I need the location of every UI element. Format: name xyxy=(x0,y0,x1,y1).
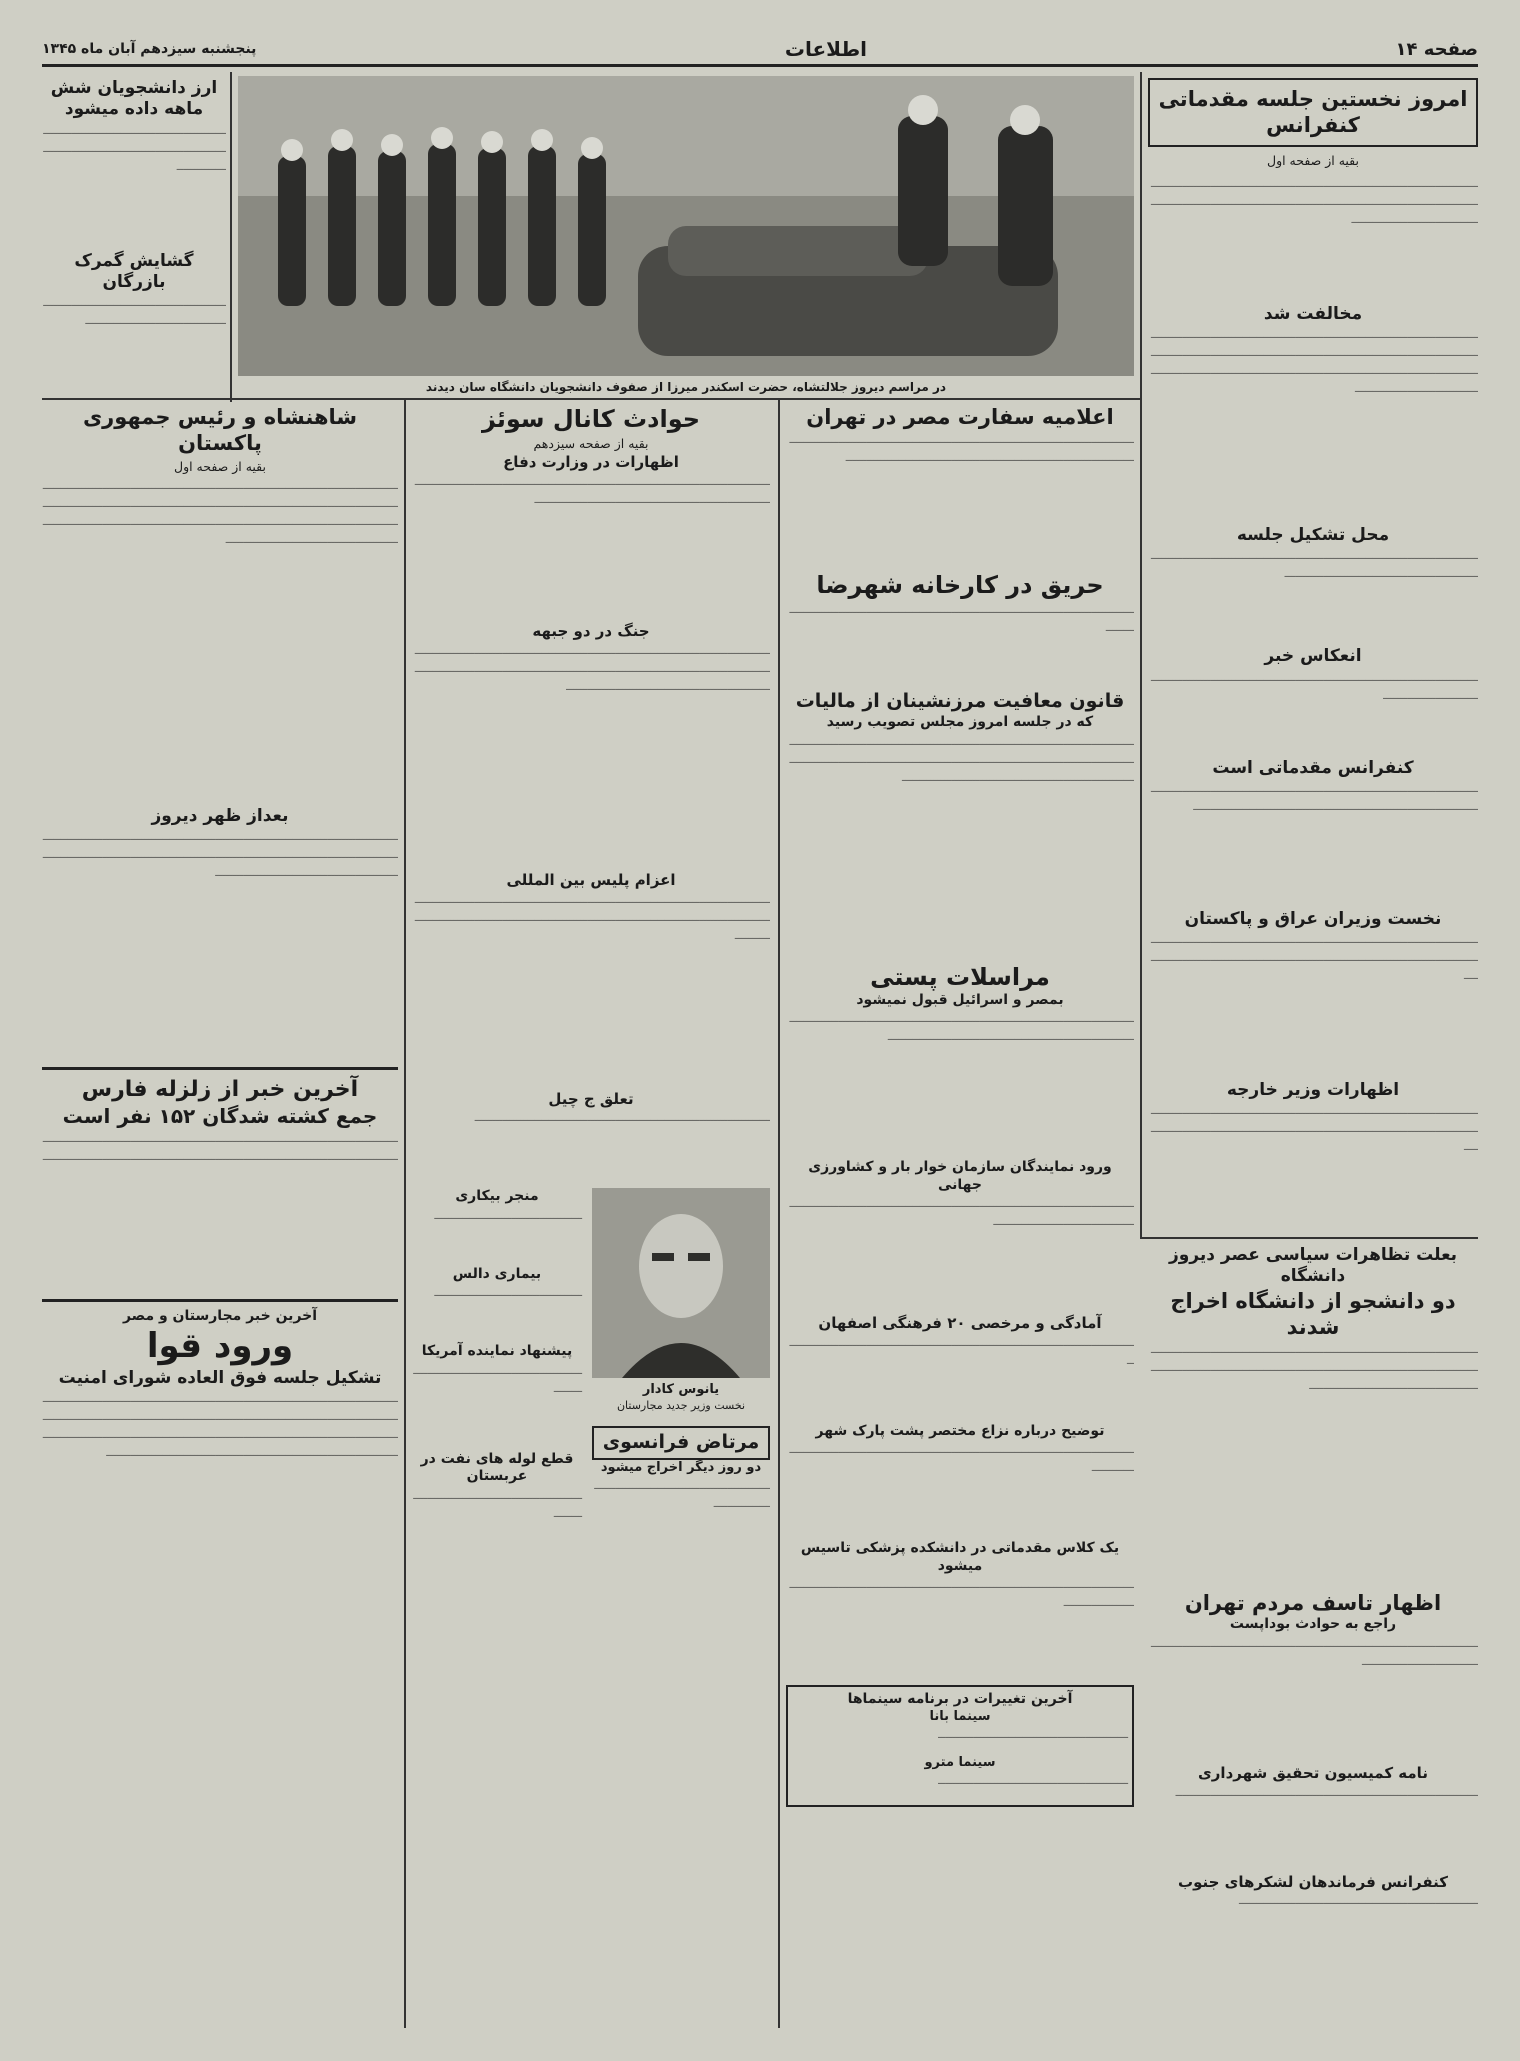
subhead-preliminary: کنفرانس مقدماتی است xyxy=(1212,757,1414,778)
cinema-name: سینما بانا xyxy=(929,1708,991,1724)
body-text: ــــــــــــــــــــــــــــــــــــــــــ xyxy=(434,1207,582,1222)
photo-caption: در مراسم دیروز جلالتشاه، حضرت اسکندر میرزا از صفوف دانشجویان دانشگاه سان دیدند xyxy=(425,380,947,394)
subhead-defense: اظهارات در وزارت دفاع xyxy=(503,453,679,472)
masthead xyxy=(42,34,1478,67)
body-text: ــــــــــــــــــــــــــــــــــــــــــــــــــــــــــــــــــــــــــــــــــــــــــــــــــــــــــــــــــــــــــــــــــــــــــــــــــــــــــــــــــــــــــــــــــــــــــــــ xyxy=(1151,932,1478,983)
subhead-intl-police: اعزام پلیس بین المللی xyxy=(506,870,676,889)
headline-tax-exemption: قانون معافیت مرزنشینان از مالیات xyxy=(795,690,1125,713)
body-text: ــــــــــــــــــــــــــــــــــــــــــــــــــــــــــــــــــــ xyxy=(1238,1893,1478,1908)
subheadline-death-toll: جمع کشته شدگان ۱۵۲ نفر است xyxy=(62,1103,378,1128)
row-rule xyxy=(1140,1237,1478,1239)
portrait-title: نخست وزیر جدید مجارستان xyxy=(616,1398,746,1412)
subhead-unemployment: منجر بیکاری xyxy=(455,1188,539,1205)
middle-column xyxy=(786,404,1134,2024)
body-text: ــــــــــــــــــــــــــــــــــــــــــــــــــــــــــــــــــــــــــــــــــــــــــــــــــــــــــــــــــــــــــــــــــــــــــــــــــــــــــــــــــــــــــــــــــــــــــــــــــــــــــــــــــــــــــــــــــــــــــــــــــــــــــــــــــــــــــــــــــــــــــــــــــــــــــــــــــــــــــــــــــــــــــــــــــــــــــــــــ xyxy=(42,477,398,546)
portrait-caption xyxy=(592,1382,770,1412)
body-text: ــــــــــــــــــــــــــــــــــــــــــــــــــــــــــــــــــــــــــــــــــــــــــــــــــــــــــــــــــــــــــــــــــــــــــــــــــــــــــــــــــــــــــــــ xyxy=(1151,780,1478,813)
portrait-illustration xyxy=(592,1188,770,1378)
column-rule xyxy=(778,398,780,2028)
headline-shahreza-fire: حریق در کارخانه شهرضا xyxy=(816,571,1104,600)
body-text: ــــــــــــــــــــــــــــــــــــــــــــــــــــــــــــــــــــــــــــــــــــــــــــــــــــــــــــــــــــــــــــــــــــــــــــــــــــــــــــــــــــــــــــــــــــــــــــــــــــــــــــــــــــــــــــــــــــــــــــــــــــــــــــــــــــــــــــــــــــــــــــــــــــــــــــــــــــــــــــــــــــــــــــــــــــــــــــــــــــــــــــــــــــــــــــــــــ xyxy=(42,1390,398,1459)
body-text: ــــــــــــــــــــــــــــــــــــــــــــــــــــــــ xyxy=(413,1487,582,1520)
body-text: ــــــــــــــــــــــــــــــــــــــــــــــــــــــــ xyxy=(413,1362,582,1395)
body-text: ــــــــــــــــــــــــــــــــــــــــــــــــــــــــــــــــــــــــــــــــــــــــــــــــــــــــــــــــــــــــــــــــــــــــــــــــــــــــــــــــــــــــــــــــــــــــــــــــــــــــــــــــــــــــــــــــــــــــــــــــــــــــــــــ xyxy=(42,829,398,880)
suez-column xyxy=(412,404,770,2024)
body-text: ــــــــــــــــــــــــــــــــــــــــــــــــــــــ xyxy=(938,1727,1128,1741)
issue-date: پنجشنبه سیزدهم آبان ماه ۱۳۴۵ xyxy=(42,41,257,57)
subhead-oil-pipelines: قطع لوله های نفت در عربستان xyxy=(420,1450,574,1485)
continued-note: بقیه از صفحه اول xyxy=(173,458,266,474)
body-text: ــــــــــــــــــــــــــــــــــــــــــــــــــــــــــــــــــــــــــــــــــــــــــــــــــــــــــــــــــــــــــــــــــــــــــــــــــــــــــــــــــــــــ xyxy=(414,474,770,507)
subheadline-security-council: تشکیل جلسه فوق العاده شورای امنیت xyxy=(58,1367,382,1388)
photo-parade xyxy=(238,76,1134,376)
headline-isfahan: آمادگی و مرخصی ۲۰ فرهنگی اصفهان xyxy=(818,1314,1102,1332)
page-number: صفحه ۱۴ xyxy=(1395,38,1478,60)
headline-french-ascetic: مرتاض فرانسوی xyxy=(592,1426,770,1460)
photo-illustration xyxy=(238,76,1134,376)
body-text: ــــــــــــــــــــــــــــــــــــــــــــــــــــــــــــــــــــــــــــــــــــــــــــــــــــــــــ xyxy=(789,602,1134,635)
body-text: ــــــــــــــــــــــــــــــــــــــــــــــــــــــــــــــــــــــــــــــــــــــــــــــــــــــــــــــــــــــــــــــــــــــــــــــــــــــــــــــــــــــــــــــــــــــــــــــــــــــــــــــــــــــــــــــ xyxy=(1151,175,1478,226)
body-text: ــــــــــــــــــــــــــــــــــــــــــــــــــــــــــــــــــــــــــــــــــــــــــــــــــــــــــــــــــــــــــــــــــــــــــــــــــــــــــــــــــــــــــــــــــــــــــــــــــــــــــــــــــــــــــــــــــــــــــ xyxy=(1151,1342,1478,1392)
subhead-us-proposal: پیشنهاد نماینده آمریکا xyxy=(421,1343,573,1360)
subhead-prime-ministers: نخست وزیران عراق و پاکستان xyxy=(1184,908,1442,929)
french-ascetic-box xyxy=(592,1426,770,1586)
body-text: ــــــــــــــــــــــــــــــــــــــــــــــــــــــــــــــــــــــــــــــــــــــــــــــــــــــــــــــــــــــــــــــــــــــــــــــــــــ xyxy=(1151,548,1478,581)
subheadline-tax-exemption: که در جلسه امروز مجلس تصویب رسید xyxy=(826,714,1094,730)
body-text: ــــــــــــــــــــــــــــــــــــــــــــــــــــــــــــــــــــــــــــــــــــــــــــــــــــــــــــــــــــــــــــــــــــــــــــــــــــــــــــــــــــــــــــــــــــــــــــــــــــــــــــــــــــ xyxy=(414,891,770,942)
subhead-foreign-minister: اظهارات وزیر خارجه xyxy=(1226,1080,1400,1101)
headline-southern-commanders: کنفرانس فرماندهان لشکرهای جنوب xyxy=(1178,1872,1448,1891)
subhead-customs: گشایش گمرک بازرگان xyxy=(74,250,194,292)
body-text: ــــــــــــــــــــــــــــــــــــــــــــــــــــــــــــــــــــــــــــــــــــــــــــ xyxy=(43,295,226,327)
headline-park-clash: توضیح درباره نزاع مختصر پشت پارک شهر xyxy=(815,1422,1105,1439)
body-text: ــــــــــــــــــــــــــــــــــــــــــــــــــــــــــــــــــــــــــــــــــــــــــــــــــــــــــــــــــــــ xyxy=(43,122,226,173)
headline-conference: امروز نخستین جلسه مقدماتی کنفرانس xyxy=(1148,78,1478,147)
subhead-venue: محل تشکیل جلسه xyxy=(1236,525,1390,546)
suez-side-text xyxy=(412,1188,582,1576)
body-text: ــــــــــــــــــــــــــــــــــــــــــــــــــــــ xyxy=(938,1773,1128,1788)
body-text: ــــــــــــــــــــــــــــــــــــــــــــــــــــــــــــــــــــــــــــــــــــــــــــــــــــــــــــــــــــــــــــــــــــــــــــــــــــــــــــــــــــــــ xyxy=(789,1011,1134,1043)
headline-egypt-embassy: اعلامیه سفارت مصر در تهران xyxy=(806,405,1114,429)
body-text: ــــــــــــــــــــــــــــــــــــــــــــــــــــــــــــــــــــــــــــــــــــــــــــــــــــــــــــــــــــــــــــــــــــــــــــــــــــــــــــــــــــــــــــــــــــــــــــــــــــــــــ xyxy=(42,1130,398,1163)
headline-fars-earthquake: آخرین خبر از زلزله فارس xyxy=(42,1067,398,1104)
portrait-block xyxy=(412,1188,770,1608)
bottom-right-column xyxy=(1148,1245,1478,2025)
body-text: ــــــــــــــــــــــــــــــــــــــــــــــــــــــــــــــــــــــــــــــــــــــــــــــــــــــــــــــــــــــــــــــــــــــــــــــــــــــــــــــــــــــــــــــــــــ xyxy=(789,432,1134,465)
headline-shah-pakistan: شاهنشاه و رئیس جمهوری پاکستان xyxy=(82,405,358,456)
headline-university-protest: بعلت تظاهرات سیاسی عصر دیروز دانشگاه xyxy=(1168,1245,1458,1287)
body-text: ــــــــــــــــــــــــــــــــــــــــــــــــــــــــــــــــــــــــــــــــــــــــــــــــــــــــــــــــــــــــــــــ xyxy=(1151,1635,1478,1668)
body-text: ــــــــــــــــــــــــــــــــــــــــــــــــــــــــــــــــــــــــــــــــــــــ xyxy=(1175,1784,1478,1799)
right-column xyxy=(1148,78,1478,1230)
cinema-name: سینما مترو xyxy=(924,1755,996,1770)
headline-cinema: آخرین تغییرات در برنامه سینماها xyxy=(847,1691,1073,1708)
subheadline-postal: بمصر و اسرائیل قبول نمیشود xyxy=(856,991,1064,1008)
body-text: ــــــــــــــــــــــــــــــــــــــــــــــــــــــــــــــــــــــــــــــــــــــــــــــــــــــــــــــــــــــــــــــــــــــــــــــــــــــــــــــــــــــــــــــــــــــــــــــ xyxy=(1151,1103,1478,1154)
portrait-name: یانوس کادار xyxy=(642,1382,720,1398)
subhead-churchill: تعلق ج چیل xyxy=(548,1089,634,1108)
headline-tehran-regret: اظهار تاسف مردم تهران xyxy=(1184,1591,1442,1615)
headline-fao: ورود نمایندگان سازمان خوار بار و کشاورزی جهانی xyxy=(808,1159,1112,1193)
subhead-yesterday-afternoon: بعداز ظهر دیروز xyxy=(151,805,289,826)
body-text: ــــــــــــــــــــــــــــــــــــــــــــــــــــــــــــــــــــــــــــــــــــــــــــــــــــــــــــــ xyxy=(789,1442,1134,1475)
subhead-dulles: بیماری دالس xyxy=(452,1265,542,1282)
subhead-news-reflection: انعکاس خبر xyxy=(1264,646,1362,667)
column-rule xyxy=(1140,72,1142,1237)
headline-postal: مراسلات پستی xyxy=(870,962,1050,991)
portrait-photo xyxy=(592,1188,770,1378)
body-text: ــــــــــــــــــــــــــــــــــــــــــــــــــــــــــــــــــــــــــــــــــــــــــــــــــــــــــــــــــــــــ xyxy=(1151,669,1478,702)
far-left-column xyxy=(42,78,226,394)
headline-hungary-egypt: آخرین خبر مجارستان و مصر xyxy=(42,1299,398,1326)
body-text: ــــــــــــــــــــــــــــــــــــــــــ xyxy=(434,1285,582,1300)
subhead-opposition: مخالفت شد xyxy=(1263,303,1363,324)
row-rule xyxy=(42,398,1140,400)
body-text: ــــــــــــــــــــــــــــــــــــــــــــــــــــــــــــــــــ xyxy=(594,1478,770,1511)
headline-student-currency: ارز دانشجویان شش ماهه داده میشود xyxy=(50,78,218,120)
body-text: ــــــــــــــــــــــــــــــــــــــــــــــــــــــــــــــــــــــــــــــــــــــــــــــــــــــــــــــــــــــــــــــــــــــــــــــــــــــــــــــــــــــــــــــــــــــــــــــــــــــــــــــــــــــــــــــــــــــــــــــــــــــــــــــــــــ xyxy=(414,642,770,693)
headline-municipality-inquiry: نامه کمیسیون تحقیق شهرداری xyxy=(1198,1763,1428,1782)
column-rule xyxy=(230,72,232,402)
continued-note: بقیه از صفحه اول xyxy=(1266,152,1359,168)
paper-name: اطلاعات xyxy=(784,37,868,61)
body-text: ــــــــــــــــــــــــــــــــــــــــــــــــــــــــــــــــــــــــــــــــــــــــــــــــــــ xyxy=(789,1334,1134,1367)
body-text: ــــــــــــــــــــــــــــــــــــــــــــــــــــــــــــــــــــــــــــــــــــــــــــــــــــــــــــــــــــــــــــــــــــــــــ xyxy=(789,1196,1134,1228)
headline-troops-arrive: ورود قوا xyxy=(146,1326,294,1367)
subhead-two-fronts: جنگ در دو جبهه xyxy=(532,622,650,641)
subheadline-budapest: راجع به حوادث بوداپست xyxy=(1229,1616,1397,1633)
continued-note: بقیه از صفحه سیزدهم xyxy=(533,436,649,451)
subheadline-french-ascetic: دو روز دیگر اخراج میشود xyxy=(600,1460,762,1476)
body-text: ــــــــــــــــــــــــــــــــــــــــــــــــــــــــــــــــــــــــــــــــــــــــــــــــــــــــــــــــــــــ xyxy=(789,1577,1134,1610)
column-rule xyxy=(404,398,406,2028)
body-text: ــــــــــــــــــــــــــــــــــــــــــــــــــــــــــــــــــــــــــــــــــــ xyxy=(474,1110,770,1125)
headline-medical-class: یک کلاس مقدماتی در دانشکده پزشکی تاسیس میشود xyxy=(800,1540,1120,1574)
headline-suez: حوادث کانال سوئز xyxy=(481,405,701,433)
subheadline-students-expelled: دو دانشجو از دانشگاه اخراج شدند xyxy=(1170,1288,1456,1339)
body-text: ــــــــــــــــــــــــــــــــــــــــــــــــــــــــــــــــــــــــــــــــــــــــــــــــــــــــــــــــــــــــــــــــــــــــــــــــــــــــــــــــــــــــــــــــــــــــــــــــــــــــــــــــــــــــــــــــــــــــــــــــــــــــــــــــــــــ xyxy=(789,733,1134,784)
left-column xyxy=(42,404,398,2024)
body-text: ــــــــــــــــــــــــــــــــــــــــــــــــــــــــــــــــــــــــــــــــــــــــــــــــــــــــــــــــــــــــــــــــــــــــــــــــــــــــــــــــــــــــــــــــــــــــــــــــــــــــــــــــــــــــــــــــــــــــــــــــــــــــــــــــــــــــــــــــــــــــــــــــــــــــــــــــــــــــــ xyxy=(1151,327,1478,396)
cinema-box xyxy=(786,1685,1134,1807)
